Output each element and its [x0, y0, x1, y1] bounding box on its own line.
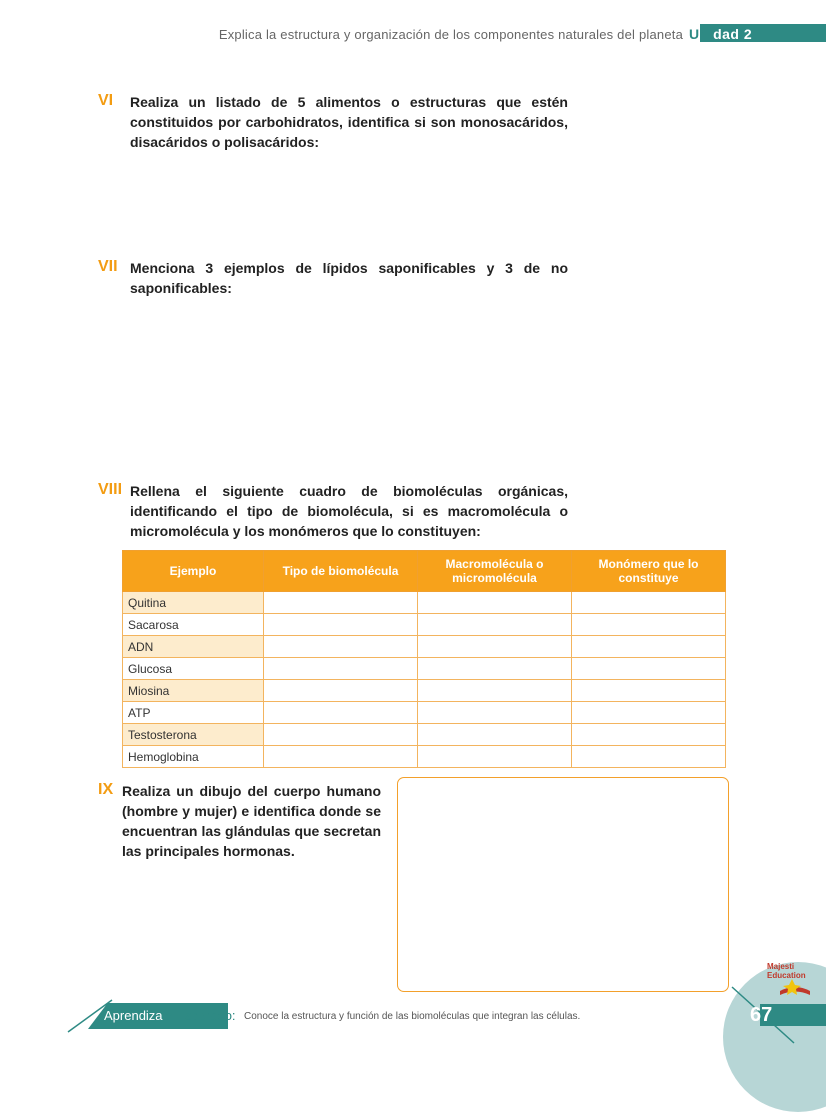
answer-cell[interactable] [418, 636, 572, 658]
example-cell: Sacarosa [123, 614, 264, 636]
question-text: Realiza un listado de 5 alimentos o estructuras que estén constituidos por carbohidratos, identifica si son monosacáridos, disacáridos o polisacáridos: [130, 94, 568, 150]
question-number: IX [98, 781, 114, 798]
header-title: Explica la estructura y organización de los componentes naturales del planeta [218, 27, 683, 42]
answer-cell[interactable] [418, 614, 572, 636]
answer-cell[interactable] [264, 746, 418, 768]
logo-line1: Majesti [767, 962, 795, 971]
answer-cell[interactable] [572, 658, 726, 680]
example-cell: Quitina [123, 592, 264, 614]
unit-label [689, 26, 752, 42]
header-tipo: Tipo de biomolécula [264, 551, 418, 592]
answer-cell[interactable] [264, 658, 418, 680]
answer-cell[interactable] [572, 746, 726, 768]
question-text: Realiza un dibujo del cuerpo humano (hombre y mujer) e identifica donde se encuentran las glándulas que secretan las principales hormonas. [122, 783, 381, 859]
answer-cell[interactable] [418, 680, 572, 702]
biomolecule-table [122, 550, 726, 768]
logo-text [767, 962, 806, 980]
header-ejemplo: Ejemplo [123, 551, 264, 592]
answer-cell[interactable] [418, 746, 572, 768]
answer-cell[interactable] [264, 724, 418, 746]
answer-cell[interactable] [572, 702, 726, 724]
logo-line2: Education [767, 971, 806, 980]
question-number: VIII [98, 481, 123, 498]
answer-cell[interactable] [418, 592, 572, 614]
answer-cell[interactable] [572, 724, 726, 746]
answer-cell[interactable] [572, 614, 726, 636]
table-row [123, 592, 726, 614]
header-macro: Macromolécula o micromolécula [418, 551, 572, 592]
question-number: VI [98, 92, 114, 109]
footer-label-main: Aprendiza [104, 1008, 163, 1023]
page-number: 67 [750, 1004, 773, 1026]
footer-label-tail: je Esperado: [162, 1008, 236, 1023]
table-header-row [123, 551, 726, 592]
example-cell: Hemoglobina [123, 746, 264, 768]
table-row [123, 702, 726, 724]
answer-cell[interactable] [418, 702, 572, 724]
header-monomero: Monómero que lo constituye [572, 551, 726, 592]
answer-cell[interactable] [264, 636, 418, 658]
answer-cell[interactable] [264, 614, 418, 636]
table-row [123, 724, 726, 746]
footer-label [104, 1008, 236, 1023]
unit-label-rest: dad 2 [713, 26, 753, 42]
example-cell: ADN [123, 636, 264, 658]
table-row [123, 746, 726, 768]
answer-cell[interactable] [572, 680, 726, 702]
answer-cell[interactable] [418, 658, 572, 680]
footer-text: Conoce la estructura y función de las biomoléculas que integran las células. [244, 1011, 581, 1022]
question-text: Menciona 3 ejemplos de lípidos saponificables y 3 de no saponificables: [130, 260, 568, 296]
answer-cell[interactable] [264, 592, 418, 614]
example-cell: Testosterona [123, 724, 264, 746]
example-cell: Miosina [123, 680, 264, 702]
question-number: VII [98, 258, 118, 275]
answer-cell[interactable] [572, 636, 726, 658]
example-cell: ATP [123, 702, 264, 724]
answer-cell[interactable] [264, 702, 418, 724]
answer-cell[interactable] [572, 592, 726, 614]
table-row [123, 680, 726, 702]
example-cell: Glucosa [123, 658, 264, 680]
table-row [123, 636, 726, 658]
answer-cell[interactable] [418, 724, 572, 746]
table-row [123, 658, 726, 680]
drawing-box[interactable] [397, 777, 729, 992]
question-text: Rellena el siguiente cuadro de biomoléculas orgánicas, identificando el tipo de biomolécula, si es macromolécula o micromolécula y los monómeros que lo constituyen: [130, 483, 568, 539]
table-row [123, 614, 726, 636]
unit-label-prefix: Uni [689, 26, 714, 42]
answer-cell[interactable] [264, 680, 418, 702]
